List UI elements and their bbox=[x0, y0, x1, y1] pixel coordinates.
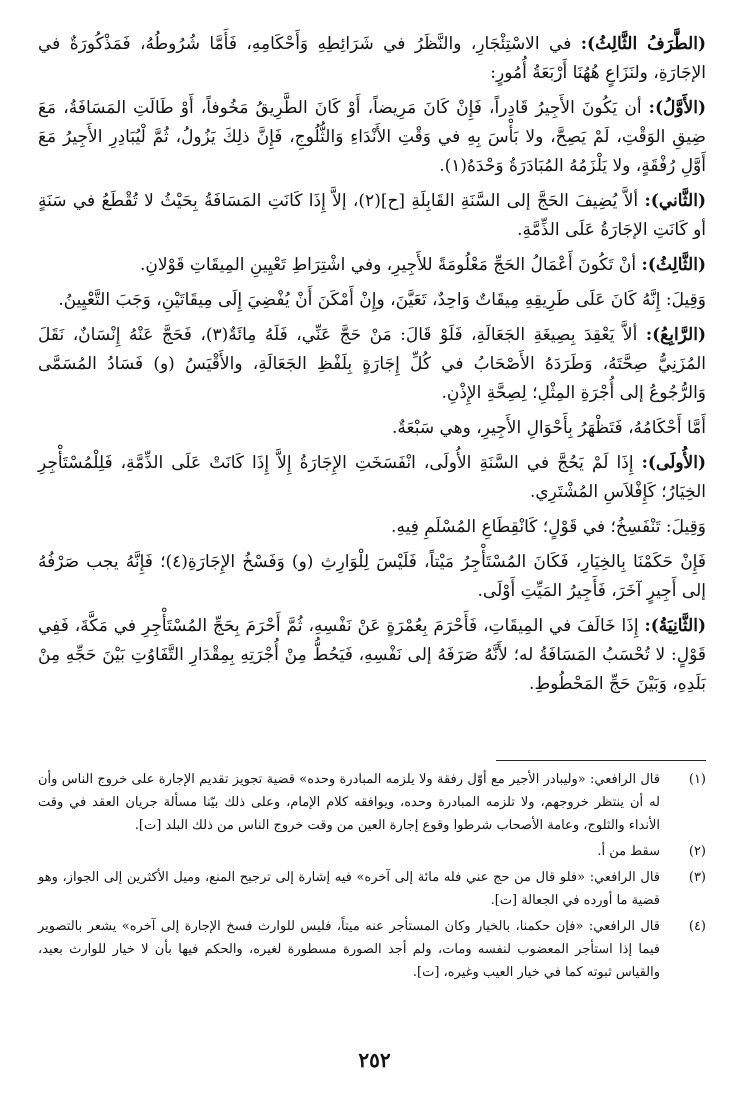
paragraph-text: ألاَّ يُضِيفَ الحَجَّ إلى السَّنَةِ القَابِلَةِ [ح](٢)، إلاَّ إِذَا كَانَتِ المَسَافَةُ بِحَيْثُ لا تُقْطَعُ في سَنَةٍ أو كَانَتِ الإجَارَةُ عَلَى الذِّمَّةِ. bbox=[38, 191, 706, 240]
footnote-text: قال الرافعي: «فإن حكمنا، بالخيار وكان المستأجر عنه ميتاً، فليس للوارث فسخ الإجارة إلى آخره» يشعر بالتصوير فيما إذا استأجر المعضوب لنفسه ومات، ولم أجد الصورة مسطورة لغيره، والحكم فيها بأن لا خيار للوارث بعيد، والقياس ثبوته كما في خيار العيب وغيره، [ت]. bbox=[38, 919, 660, 980]
paragraph-heading: (الثَّاني): bbox=[644, 191, 707, 211]
paragraph-text: وَقِيلَ: إِنَّهُ كَانَ عَلَى طَرِيقِهِ مِيقَاتٌ وَاحِدٌ، تَعَيَّنَ، وإِنْ أَمْكَنَ أَنْ يُفْضِيَ إِلَى مِيقَاتَيْنِ، وَجَبَ التَّعْيِينُ. bbox=[58, 290, 706, 310]
footnotes bbox=[38, 768, 706, 987]
paragraph bbox=[38, 513, 706, 542]
paragraph-text: أن يَكُونَ الأَجِيرُ قَادِراً، فَإِنْ كَانَ مَرِيضاً، أَوْ كَانَ الطَّرِيقُ مَخُوفاً، أَوْ طَالَتِ المَسَافَةُ، مَعَ ضِيقِ الوَقْتِ، لَمْ يَصِحَّ، ولا بَأْسَ بِهِ في وَقْتِ الأَنْدَاءِ وَالثُّلُوجِ، فَإِنَّ ذلِكَ يَزُولُ، ثُمَّ لْيُبَادِرِ الأَجِيرُ مَعَ أَوَّلِ رُفْقَةٍ، ولا يَلْزَمُهُ المُبَادَرَةُ وَحْدَهُ(١). bbox=[38, 98, 706, 176]
paragraph-heading: (الأُولَى): bbox=[641, 453, 706, 473]
paragraph-text: إِذَا خَالَفَ في المِيقَاتِ، فَأَحْرَمَ بِعُمْرَةٍ عَنْ نَفْسِهِ، ثُمَّ أَحْرَمَ بِحَجِّ المُسْتَأْجِرِ في مَكَّةَ، فَفِي قَوْلٍ: لا تُحْسَبُ المَسَافَةُ له؛ لأَنَّهُ صَرَفَهُ إلى نَفْسِهِ، فَيَحُطُّ مِنْ أُجْرَتِهِ بِمِقْدَارِ التَّفَاوُتِ بَيْنَ حَجِّهِ مِنْ بَلَدِهِ، وَبَيْنَ حَجِّ المَحْطُوطِ. bbox=[38, 616, 706, 694]
paragraph bbox=[38, 414, 706, 443]
footnote-separator bbox=[496, 760, 706, 761]
footnote bbox=[38, 915, 706, 984]
paragraph-text: إِذَا لَمْ يَحُجَّ في السَّنَةِ الأُولَى، انْفَسَخَتِ الإِجَارَةُ إِلاَّ إِذَا كَانَتْ عَلَى الذِّمَّةِ، فَلِلْمُسْتَأْجِرِ الخِيَارُ؛ كَإِفْلاَسِ المُشْتَرِي. bbox=[38, 453, 706, 502]
paragraph-text: أَمَّا أَحْكَامُهُ، فَتَظْهَرُ بِأَحْوَالِ الأَجِيرِ، وهي سَبْعَةٌ. bbox=[392, 418, 706, 438]
footnote-number: (٤) bbox=[688, 919, 706, 934]
paragraph-text: أنْ تَكُونَ أَعْمَالُ الحَجِّ مَعْلُومَةً للأَجِيرِ، وفي اشْتِرَاطِ تَعْيِينِ المِيقَاتِ قَوْلانِ. bbox=[139, 255, 637, 275]
paragraph bbox=[38, 94, 706, 181]
paragraph-text: ألاَّ يَعْقِدَ بِصِيغَةِ الجَعَالَةِ، فَلَوْ قَالَ: مَنْ حَجَّ عَنِّي، فَلَهُ مِائَةٌ(٣)، فَحَجَّ عَنْهُ إِنْسَانٌ، نَقَلَ المُزَنِيُّ صِحَّتَهُ، وَطَرَدَهُ الأَصْحَابُ في كُلِّ إِجَارَةٍ بِلَفْظِ الجَعَالَةِ، والأَقْيَسُ (و) فَسَادُ المُسَمَّى وَالرُّجُوعُ إلى أُجْرَةِ المِثْلِ؛ لِصِحَّةِ الإِذْنِ. bbox=[38, 325, 706, 403]
paragraph bbox=[38, 321, 706, 408]
footnote bbox=[38, 866, 706, 912]
paragraph bbox=[38, 286, 706, 315]
footnote bbox=[38, 768, 706, 837]
paragraph-heading: (الرَّابِعُ): bbox=[645, 325, 706, 345]
footnote bbox=[38, 840, 706, 863]
paragraph bbox=[38, 187, 706, 245]
paragraph-heading: (الثَّالِثُ): bbox=[641, 255, 706, 275]
paragraph-heading: (الأَوَّلُ): bbox=[648, 98, 707, 118]
footnote-number: (٢) bbox=[688, 844, 706, 859]
paragraph bbox=[38, 30, 706, 88]
paragraph bbox=[38, 251, 706, 280]
paragraph bbox=[38, 449, 706, 507]
paragraph-text: وَقِيلَ: تَنْفَسِخُ؛ في قَوْلٍ؛ كَانْقِطَاعِ المُسْلَمِ فِيهِ. bbox=[391, 517, 706, 537]
paragraph-text: في الاسْتِئْجَارِ، والنَّظَرُ في شَرَائِطِهِ وَأَحْكَامِهِ، فَأَمَّا شُرُوطُهُ، فَمَذْكُورَةٌ في الإجَارَةِ، ولنَزَاعٍ هُهُنَا أَرْبَعَةُ أُمُورٍ: bbox=[38, 34, 706, 83]
main-text bbox=[38, 30, 706, 699]
paragraph-text: فَإِنْ حَكَمْنَا بِالخِيَارِ، فَكَانَ المُسْتَأْجِرُ مَيْتاً، فَلَيْسَ لِلْوَارِثِ (و) وَفَسْخُ الإِجَارَةِ(٤)؛ فَإِنَّهُ يجب صَرْفُهُ إلى أَجِيرٍ آخَرَ، فَأَجِيرُ المَيِّتِ أَوْلَى. bbox=[38, 552, 706, 601]
footnote-text: قال الرافعي: «فلو قال من حج عني فله مائة إلى آخره» فيه إشارة إلى ترجيح المنع، وميل الأكثرين إلى الجواز، وهو قضية ما أورده في الجعالة [ت]. bbox=[38, 870, 660, 908]
footnote-number: (١) bbox=[688, 772, 706, 787]
document-page bbox=[38, 30, 706, 1090]
page-number: ٢٥٢ bbox=[358, 1048, 391, 1072]
paragraph bbox=[38, 612, 706, 699]
footnote-text: سقط من أ. bbox=[597, 844, 660, 859]
paragraph-heading: (الثَّانِيَةُ): bbox=[644, 616, 706, 636]
footnote-number: (٣) bbox=[688, 870, 706, 885]
paragraph bbox=[38, 548, 706, 606]
paragraph-heading: (الطَّرَفُ الثَّالِثُ): bbox=[580, 34, 707, 54]
footnote-text: قال الرافعي: «وليبادر الأجير مع أوّل رفقة ولا يلزمه المبادرة وحده» قضية تجويز تقديم الإجارة على خروج الناس وأن له أن ينتظر خروجهم، ولا تلزمه المبادرة وحده، ويوافقه كلام الإمام، وعلى ذلك بيّنا مسألة جريان العقد في وقت الأنداء والثلوج، وعامة الأصحاب شرطوا وقوع إجارة العين من وقت خروج الناس من ذلك البلد [ت]. bbox=[38, 772, 660, 833]
